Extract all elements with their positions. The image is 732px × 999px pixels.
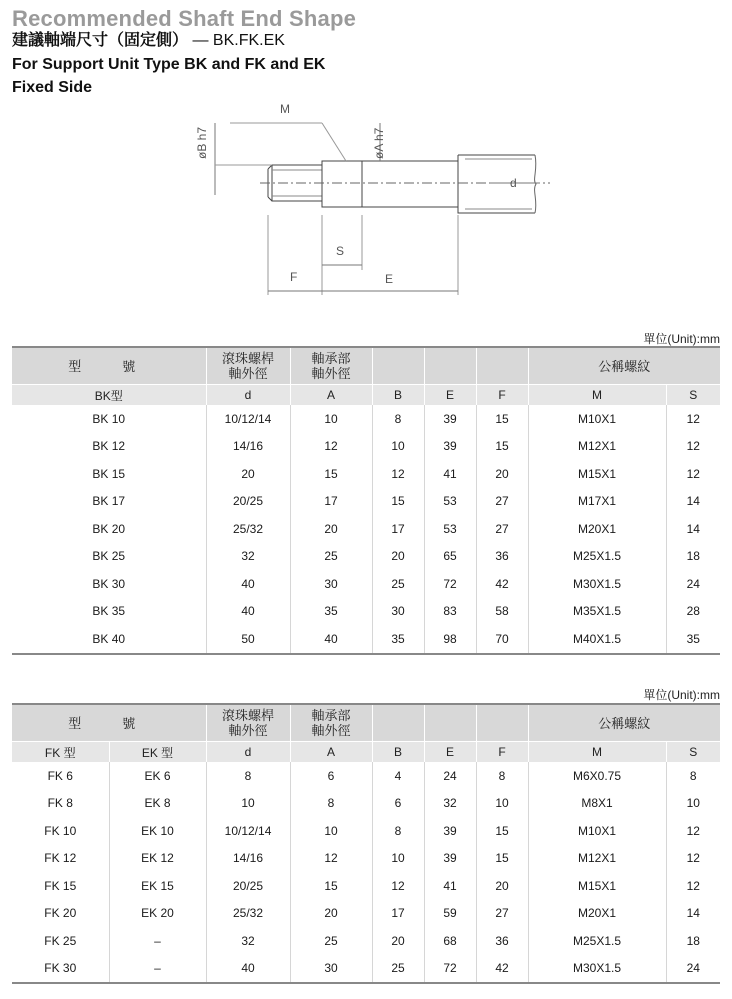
fk-sub-header: F: [476, 742, 528, 763]
bk-cell: BK 10: [92, 411, 126, 426]
fk-cell: FK 20: [44, 906, 77, 921]
fk-cell: EK 8: [109, 790, 206, 818]
fk-cell: FK 15: [44, 878, 77, 893]
fk-cell: 20: [290, 900, 372, 928]
bk-cell: 27: [476, 515, 528, 543]
bk-sub-header: S: [666, 385, 720, 406]
fk-cell: EK 6: [109, 762, 206, 790]
bk-cell: 15: [476, 433, 528, 461]
bk-cell: 30: [290, 570, 372, 598]
fk-cell: 6: [290, 762, 372, 790]
fk-cell: 10: [290, 817, 372, 845]
bk-cell: 58: [476, 598, 528, 626]
fk-cell: 10: [476, 790, 528, 818]
shaft-body-section: [362, 161, 458, 207]
fk-cell: 14/16: [206, 845, 290, 873]
bk-cell: BK 20: [92, 521, 126, 536]
bk-cell: 14: [666, 515, 720, 543]
fk-cell: 25: [290, 927, 372, 955]
fk-cell: 32: [424, 790, 476, 818]
fk-cell: EK 20: [109, 900, 206, 928]
bk-cell: 39: [424, 433, 476, 461]
label-d: d: [510, 176, 517, 190]
fk-cell: 12: [372, 872, 424, 900]
bk-table-row: [12, 625, 720, 654]
fk-sub-header: d: [206, 742, 290, 763]
fk-cell: 59: [424, 900, 476, 928]
fk-cell: 12: [290, 845, 372, 873]
bk-cell: M35X1.5: [528, 598, 666, 626]
bk-table-row: [12, 488, 720, 516]
bk-cell: M30X1.5: [528, 570, 666, 598]
bk-cell: 98: [424, 625, 476, 654]
fk-sub-header: FK 型: [12, 742, 109, 763]
bk-sub-header: A: [290, 385, 372, 406]
fk-header-thread: 公稱螺紋: [528, 704, 720, 742]
bk-cell: 40: [206, 598, 290, 626]
bk-cell: 35: [290, 598, 372, 626]
fk-cell: FK 12: [44, 851, 77, 866]
bk-sub-header: F: [476, 385, 528, 406]
fk-cell: 6: [372, 790, 424, 818]
fk-cell: 8: [290, 790, 372, 818]
fk-cell: 12: [666, 845, 720, 873]
fk-sub-header: S: [666, 742, 720, 763]
fk-ek-spec-table: [12, 703, 720, 984]
fk-cell: M8X1: [528, 790, 666, 818]
fk-sub-header: A: [290, 742, 372, 763]
bk-sub-header: B: [372, 385, 424, 406]
bk-cell: M15X1: [528, 460, 666, 488]
bk-table-row: [12, 570, 720, 598]
fk-cell: 24: [666, 955, 720, 984]
bk-cell: 12: [666, 405, 720, 433]
fk-sub-header: B: [372, 742, 424, 763]
fk-cell: 10: [372, 845, 424, 873]
bk-cell: 14/16: [206, 433, 290, 461]
bk-cell: 39: [424, 405, 476, 433]
bk-header-bearing-diameter: 軸承部 軸外徑: [290, 347, 372, 385]
bk-table-row: [12, 515, 720, 543]
fk-cell: 40: [206, 955, 290, 984]
fk-cell: 10: [206, 790, 290, 818]
fk-table-row: [12, 872, 720, 900]
bk-cell: 15: [290, 460, 372, 488]
bk-cell: 10: [372, 433, 424, 461]
fk-cell: 15: [476, 817, 528, 845]
label-m: M: [280, 102, 290, 116]
fk-cell: FK 6: [47, 768, 73, 783]
bk-cell: 12: [666, 460, 720, 488]
fk-cell: 8: [476, 762, 528, 790]
bk-cell: M17X1: [528, 488, 666, 516]
bk-table-row: [12, 405, 720, 433]
title-chinese-main: 建議軸端尺寸（固定側）: [12, 32, 189, 49]
bk-cell: 20: [206, 460, 290, 488]
page-header: [12, 8, 356, 99]
fk-cell: 8: [372, 817, 424, 845]
fk-cell: 39: [424, 817, 476, 845]
bk-cell: 40: [290, 625, 372, 654]
label-f: F: [290, 270, 298, 284]
bk-cell: 15: [476, 405, 528, 433]
bk-table-row: [12, 543, 720, 571]
fk-cell: EK 12: [109, 845, 206, 873]
bk-cell: 50: [206, 625, 290, 654]
fk-cell: 10/12/14: [206, 817, 290, 845]
unit-label-bk: 單位(Unit):mm: [643, 332, 720, 346]
fk-cell: M6X0.75: [528, 762, 666, 790]
fk-cell: FK 30: [44, 961, 77, 976]
fk-cell: 20/25: [206, 872, 290, 900]
bk-cell: 83: [424, 598, 476, 626]
fk-cell: 27: [476, 900, 528, 928]
bk-cell: BK 17: [92, 494, 126, 509]
fk-cell: 17: [372, 900, 424, 928]
fk-cell: 68: [424, 927, 476, 955]
fk-header-type: 型 號: [12, 704, 206, 742]
fk-header-screw-diameter: 滾珠螺桿 軸外徑: [206, 704, 290, 742]
bk-cell: 20: [476, 460, 528, 488]
bk-cell: 20: [290, 515, 372, 543]
bk-cell: M10X1: [528, 405, 666, 433]
bk-spec-table: [12, 346, 720, 655]
screw-section: [458, 155, 535, 213]
fk-cell: 36: [476, 927, 528, 955]
bk-cell: 12: [372, 460, 424, 488]
bk-table-row: [12, 460, 720, 488]
fk-cell: 14: [666, 900, 720, 928]
fk-table-row: [12, 927, 720, 955]
bk-cell: 20: [372, 543, 424, 571]
fk-cell: M15X1: [528, 872, 666, 900]
subtitle-line2: Fixed Side: [12, 79, 93, 96]
bk-cell: 12: [290, 433, 372, 461]
bk-table-row: [12, 598, 720, 626]
bk-cell: 40: [206, 570, 290, 598]
bk-cell: 28: [666, 598, 720, 626]
bk-header-thread: 公稱螺紋: [528, 347, 720, 385]
bk-cell: 32: [206, 543, 290, 571]
bk-cell: 25: [372, 570, 424, 598]
bk-cell: 53: [424, 515, 476, 543]
fk-cell: M30X1.5: [528, 955, 666, 984]
title-chinese: [12, 33, 356, 49]
fk-table-row: [12, 955, 720, 984]
fk-cell: 10: [666, 790, 720, 818]
fk-cell: 12: [666, 872, 720, 900]
fk-cell: EK 10: [109, 817, 206, 845]
fk-cell: –: [109, 927, 206, 955]
fk-cell: 30: [290, 955, 372, 984]
bk-cell: 35: [372, 625, 424, 654]
fk-sub-header: EK 型: [109, 742, 206, 763]
title-english: Recommended Shaft End Shape: [12, 6, 357, 31]
bk-cell: 24: [666, 570, 720, 598]
fk-cell: 15: [476, 845, 528, 873]
fk-sub-header: E: [424, 742, 476, 763]
bk-cell: 8: [372, 405, 424, 433]
bk-cell: 41: [424, 460, 476, 488]
bk-cell: BK 15: [92, 466, 126, 481]
bk-header-screw-diameter: 滾珠螺桿 軸外徑: [206, 347, 290, 385]
fk-cell: 24: [424, 762, 476, 790]
title-chinese-codes: — BK.FK.EK: [192, 32, 285, 49]
fk-cell: M12X1: [528, 845, 666, 873]
bk-cell: 27: [476, 488, 528, 516]
fk-cell: 32: [206, 927, 290, 955]
fk-table-row: [12, 900, 720, 928]
fk-cell: 8: [206, 762, 290, 790]
bk-cell: BK 40: [92, 631, 126, 646]
bk-cell: M20X1: [528, 515, 666, 543]
bk-cell: M40X1.5: [528, 625, 666, 654]
bk-cell: 12: [666, 433, 720, 461]
fk-cell: 25/32: [206, 900, 290, 928]
fk-cell: 72: [424, 955, 476, 984]
bk-cell: BK 25: [92, 549, 126, 564]
bk-cell: M25X1.5: [528, 543, 666, 571]
fk-cell: 42: [476, 955, 528, 984]
fk-cell: EK 15: [109, 872, 206, 900]
bk-sub-header: M: [528, 385, 666, 406]
fk-table-row: [12, 817, 720, 845]
bk-cell: BK 35: [92, 604, 126, 619]
fk-cell: 18: [666, 927, 720, 955]
fk-cell: 20: [372, 927, 424, 955]
bk-cell: 36: [476, 543, 528, 571]
bk-cell: 10: [290, 405, 372, 433]
bk-cell: 42: [476, 570, 528, 598]
fk-cell: 39: [424, 845, 476, 873]
label-s: S: [336, 244, 345, 258]
fk-cell: 8: [666, 762, 720, 790]
bk-sub-header: BK型: [12, 385, 206, 406]
bk-cell: BK 12: [92, 439, 126, 454]
bk-cell: 53: [424, 488, 476, 516]
bk-cell: M12X1: [528, 433, 666, 461]
bk-cell: 10/12/14: [206, 405, 290, 433]
fk-cell: FK 25: [44, 933, 77, 948]
bk-cell: 18: [666, 543, 720, 571]
label-e: E: [385, 272, 394, 286]
fk-cell: 15: [290, 872, 372, 900]
fk-table-row: [12, 762, 720, 790]
fk-cell: FK 10: [44, 823, 77, 838]
bk-cell: 25/32: [206, 515, 290, 543]
fk-cell: FK 8: [47, 796, 73, 811]
bk-sub-header: E: [424, 385, 476, 406]
fk-table-row: [12, 845, 720, 873]
bk-cell: 70: [476, 625, 528, 654]
bk-cell: 15: [372, 488, 424, 516]
bk-cell: 25: [290, 543, 372, 571]
fk-cell: M25X1.5: [528, 927, 666, 955]
bk-cell: 65: [424, 543, 476, 571]
bk-sub-header: d: [206, 385, 290, 406]
unit-label-fk: 單位(Unit):mm: [643, 688, 720, 702]
bk-cell: 20/25: [206, 488, 290, 516]
bk-cell: 17: [290, 488, 372, 516]
bk-header-type: 型 號: [12, 347, 206, 385]
bearing-seat-section: [322, 161, 362, 207]
bk-cell: 17: [372, 515, 424, 543]
fk-sub-header: M: [528, 742, 666, 763]
bk-table-row: [12, 433, 720, 461]
bk-cell: 72: [424, 570, 476, 598]
shaft-end-diagram: [170, 95, 560, 300]
fk-cell: 4: [372, 762, 424, 790]
fk-header-bearing-diameter: 軸承部 軸外徑: [290, 704, 372, 742]
fk-cell: M10X1: [528, 817, 666, 845]
bk-cell: 35: [666, 625, 720, 654]
label-b-h7: øB h7: [195, 126, 209, 159]
bk-cell: BK 30: [92, 576, 126, 591]
fk-cell: M20X1: [528, 900, 666, 928]
fk-cell: –: [109, 955, 206, 984]
fk-cell: 12: [666, 817, 720, 845]
bk-cell: 30: [372, 598, 424, 626]
fk-cell: 20: [476, 872, 528, 900]
fk-table-row: [12, 790, 720, 818]
fk-cell: 25: [372, 955, 424, 984]
subtitle-line1: For Support Unit Type BK and FK and EK: [12, 56, 326, 73]
bk-cell: 14: [666, 488, 720, 516]
label-a-h7: øA h7: [372, 127, 386, 159]
fk-cell: 41: [424, 872, 476, 900]
